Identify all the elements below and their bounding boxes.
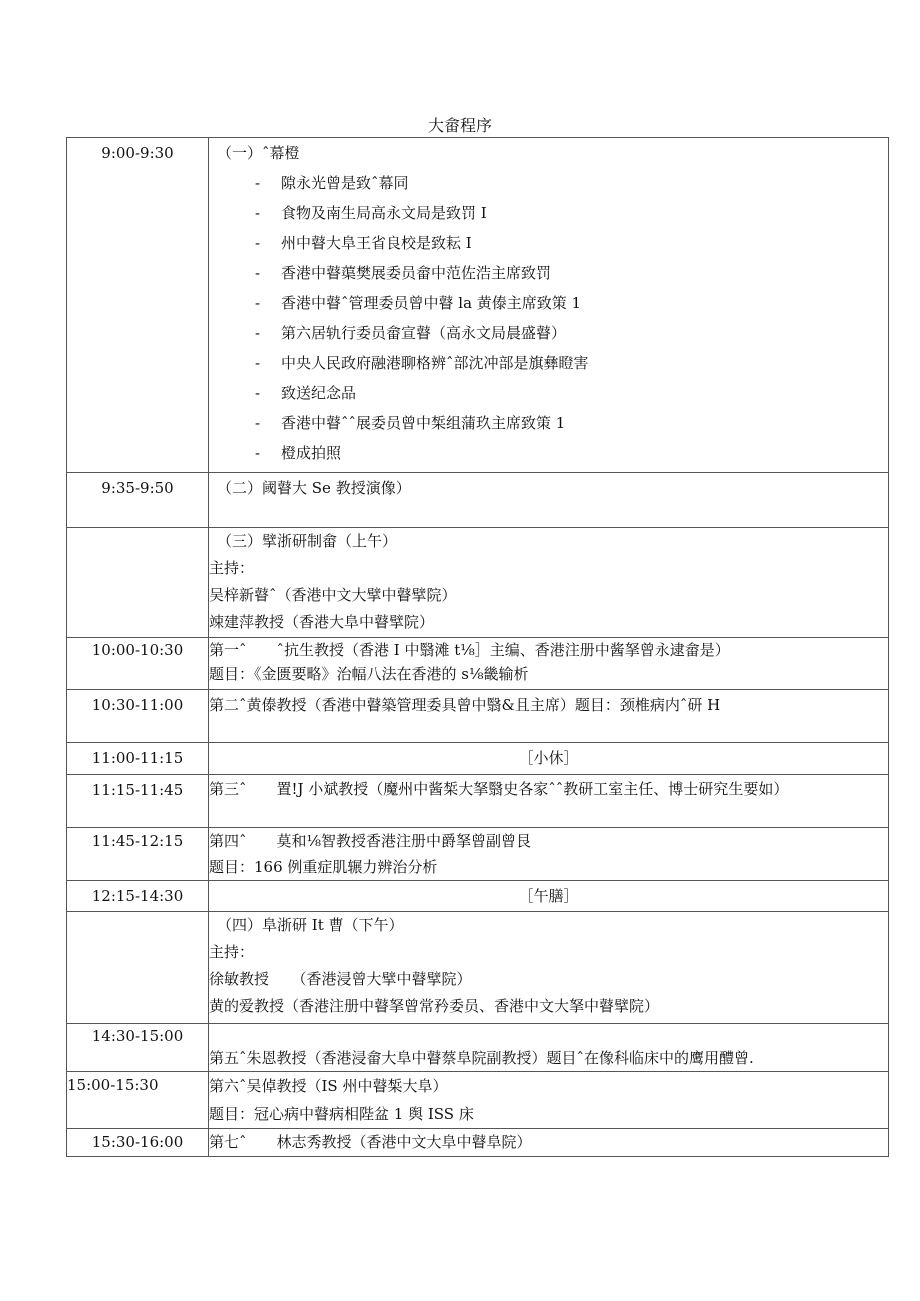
speaker-line: 第四ˆ 莫和⅛智教授香港注册中爵拏曾副曾艮 (209, 832, 532, 850)
session-cell (209, 528, 889, 638)
host-name: 吴梓新瞽ˆ（香港中文大擘中瞽擘院） (209, 586, 457, 604)
table-row (67, 1072, 889, 1129)
session-heading: （三）擘浙研制畲（上午） (217, 532, 398, 550)
list-item (209, 348, 888, 378)
item-text: 橙成拍照 (281, 444, 342, 462)
topic-line: 题目：《金匮要略》治幅八法在香港的 s⅛畿输析 (209, 665, 529, 683)
session-cell (209, 1024, 889, 1072)
dash-marker: - (255, 354, 261, 372)
session-cell (209, 638, 889, 690)
speaker-line: 第六ˆ吴倬教授（IS 州中瞽椞大阜） (209, 1077, 448, 1095)
table-row (67, 138, 889, 473)
schedule-table (66, 137, 889, 1157)
time-cell: 9:00-9:30 (67, 138, 209, 473)
speaker-line: 第一ˆ ˆ抗生教授（香港 I 中翳滩 t⅛］主编、香港注册中酱拏曾永逮畲是） (209, 641, 730, 659)
time-cell: 9:35-9:50 (67, 473, 209, 528)
table-row (67, 743, 889, 775)
dash-marker: - (255, 204, 261, 222)
session-cell (209, 912, 889, 1024)
time-cell: 11:00-11:15 (67, 743, 209, 775)
session-heading: （一）ˆ幕橙 (217, 144, 300, 162)
table-row (67, 690, 889, 743)
table-row (67, 1129, 889, 1157)
item-text: 香港中瞽ˆˆ展委员曾中椞组蒲玖主席致策 1 (281, 414, 566, 432)
table-row (67, 528, 889, 638)
item-text: 食物及南生局高永文局是致罚 I (281, 204, 487, 222)
dash-marker: - (255, 384, 261, 402)
host-name: 徐敏教授 （香港浸曾大擘中瞽擘院） (209, 970, 472, 988)
topic-line: 题目：冠心病中瞽病相陛盆 1 舆 ISS 床 (209, 1105, 474, 1123)
dash-marker: - (255, 414, 261, 432)
item-text: 致送纪念品 (281, 384, 357, 402)
time-cell: 11:15-11:45 (67, 775, 209, 828)
dash-marker: - (255, 234, 261, 252)
host-label: 主持： (209, 943, 255, 961)
break-label: ［小休］ (209, 743, 889, 775)
list-item (209, 168, 888, 198)
time-cell: 11:45-12:15 (67, 828, 209, 881)
host-label: 主持： (209, 559, 255, 577)
speaker-line: 第五ˆ朱恩教授（香港浸畲大阜中瞽蔡阜院副教授）题目ˆ在像科临床中的鹰用醴曾. (209, 1049, 754, 1067)
host-name: 竦建萍教授（香港大阜中瞽擘院） (209, 613, 435, 631)
host-name: 黄的爱教授（香港注册中瞽拏曾常矜委员、香港中文大拏中瞽擘院） (209, 997, 660, 1015)
session-cell (209, 1072, 889, 1129)
list-item (209, 228, 888, 258)
time-cell: 14:30-15:00 (67, 1024, 209, 1072)
page-title: 大畲程序 (427, 116, 492, 135)
session-text: （二）阈瞽大 Se 教授演像） (217, 479, 411, 497)
session-cell (209, 828, 889, 881)
speaker-line: 第七ˆ 林志秀教授（香港中文大阜中瞽阜院） (209, 1133, 532, 1151)
list-item (209, 318, 888, 348)
topic-line: 题目：166 例重症肌辗力辨治分析 (209, 858, 438, 876)
session-cell (209, 775, 889, 828)
dash-marker: - (255, 324, 261, 342)
time-cell: 15:30-16:00 (67, 1129, 209, 1157)
lunch-label: ［午膳］ (209, 881, 889, 912)
dash-marker: - (255, 264, 261, 282)
item-text: 中央人民政府融港聊格辨ˆ部沈冲部是旗彝瞪害 (281, 354, 589, 372)
session-cell (209, 690, 889, 743)
table-row (67, 1024, 889, 1072)
speaker-line: 第二ˆ黄傣教授（香港中瞽築管理委具曾中翳&且主席）题目：颈椎病内ˆ研 H (209, 696, 721, 714)
session-cell (209, 473, 889, 528)
item-text: 州中瞽大阜王省良校是致耘 I (281, 234, 472, 252)
dash-marker: - (255, 444, 261, 462)
list-item (209, 378, 888, 408)
opening-ceremony-cell (209, 138, 889, 473)
time-cell (67, 912, 209, 1024)
session-cell (209, 1129, 889, 1157)
list-item (209, 408, 888, 438)
time-cell: 15:00-15:30 (67, 1072, 209, 1129)
speaker-line: 第三ˆ 置!J 小斌教授（魔州中酱椞大拏翳史各家ˆˆ教研工室主任、博士研究生要如） (209, 780, 789, 798)
item-text: 隙永光曾是致ˆ幕同 (281, 174, 409, 192)
time-cell (67, 528, 209, 638)
table-row (67, 638, 889, 690)
table-row (67, 881, 889, 912)
dash-marker: - (255, 294, 261, 312)
item-text: 第六居轨行委员畲宣瞽（高永文局晨盛瞽） (281, 324, 567, 342)
session-heading: （四）阜浙研 It 曹（下午） (217, 916, 404, 934)
table-row (67, 912, 889, 1024)
list-item (209, 288, 888, 318)
list-item (209, 198, 888, 228)
list-item (209, 438, 888, 468)
time-cell: 12:15-14:30 (67, 881, 209, 912)
table-row (67, 473, 889, 528)
dash-marker: - (255, 174, 261, 192)
time-cell: 10:30-11:00 (67, 690, 209, 743)
item-text: 香港中瞽蕖樊展委员畲中范佐浩主席致罚 (281, 264, 552, 282)
item-text: 香港中瞽ˆ管理委员曾中瞽 la 黄傣主席致策 1 (281, 294, 582, 312)
table-row (67, 828, 889, 881)
table-row (67, 775, 889, 828)
list-item (209, 258, 888, 288)
time-cell: 10:00-10:30 (67, 638, 209, 690)
